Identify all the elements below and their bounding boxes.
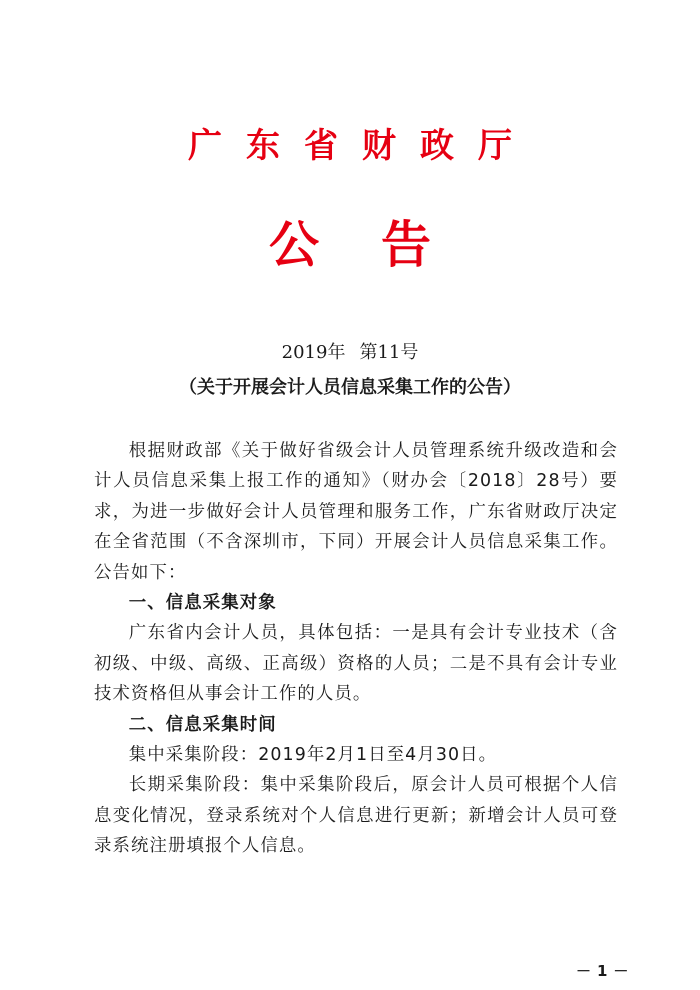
section-1-paragraph: 广东省内会计人员，具体包括：一是具有会计专业技术（含初级、中级、高级、正高级）资格的人员；二是不具有会计专业技术资格但从事会计工作的人员。 bbox=[94, 623, 618, 705]
document-type-title: 公告 bbox=[269, 215, 493, 274]
section-2-heading: 二、信息采集时间 bbox=[128, 714, 277, 735]
document-subject: （关于开展会计人员信息采集工作的公告） bbox=[179, 377, 521, 398]
section-2-paragraph-centralized: 集中采集阶段：2019年2月1日至4月30日。 bbox=[128, 745, 498, 766]
document-number bbox=[0, 340, 700, 366]
document-number-year: 2019年 bbox=[281, 342, 346, 363]
section-2-paragraph-long-term: 长期采集阶段：集中采集阶段后，原会计人员可根据个人信息变化情况，登录系统对个人信息进行更新；新增会计人员可登录系统注册填报个人信息。 bbox=[94, 775, 618, 857]
document-number-sequence: 第11号 bbox=[359, 342, 419, 363]
page-number: －1－ bbox=[576, 962, 635, 980]
intro-paragraph: 根据财政部《关于做好省级会计人员管理系统升级改造和会计人员信息采集上报工作的通知》（财办会〔2018〕28号）要求，为进一步做好会计人员管理和服务工作，广东省财政厅决定在全省范围（不含深圳市，下同）开展会计人员信息采集工作。公告如下： bbox=[94, 441, 618, 583]
section-1-heading: 一、信息采集对象 bbox=[128, 593, 277, 614]
issuing-organization-title: 广东省财政厅 bbox=[188, 126, 536, 166]
document-body bbox=[94, 436, 618, 862]
